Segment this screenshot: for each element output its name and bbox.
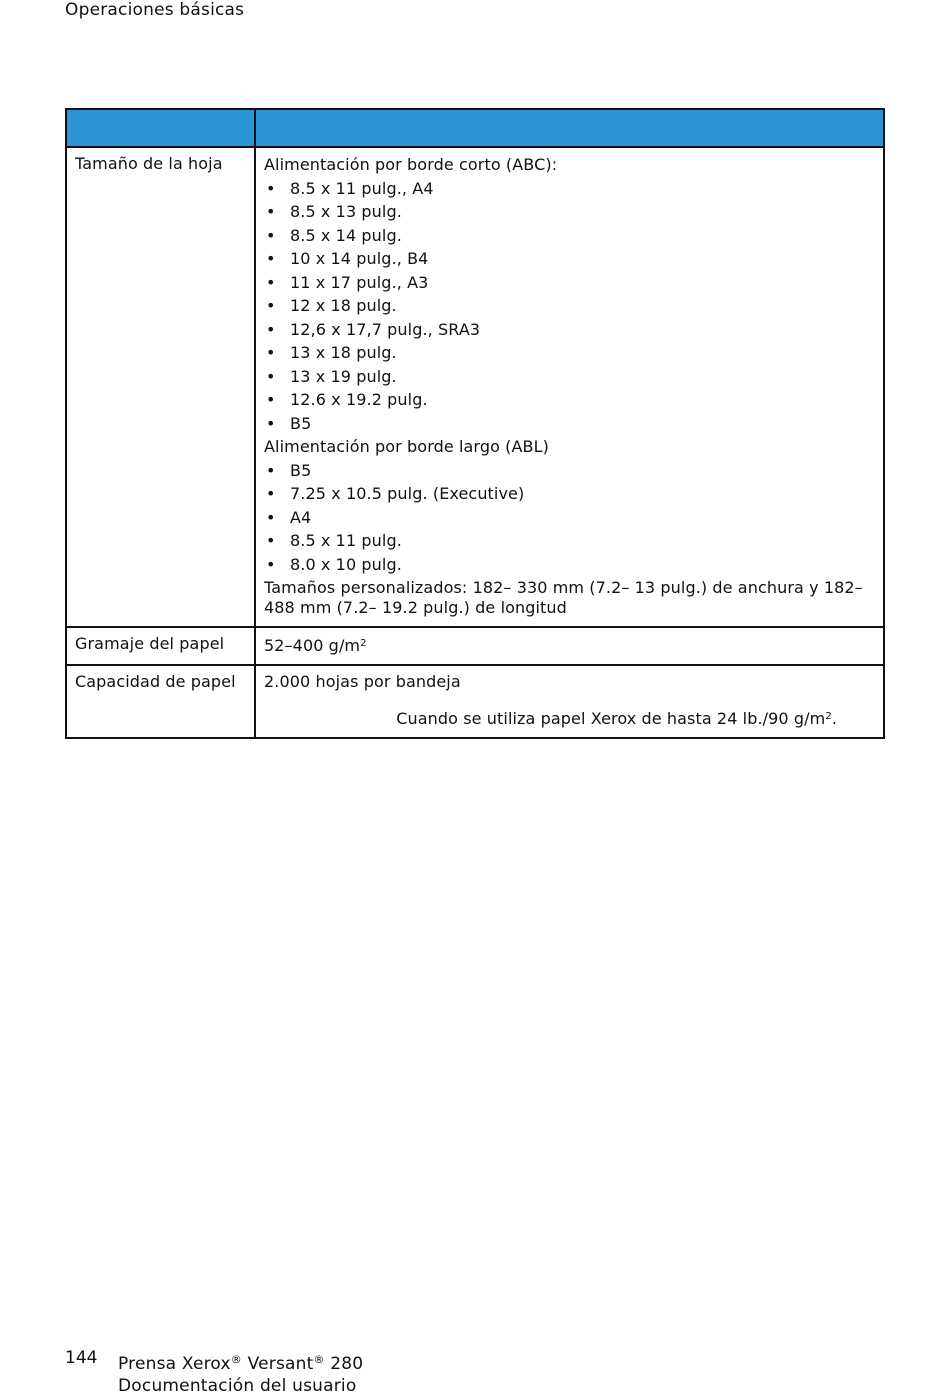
row-value-sheet-size <box>255 147 884 627</box>
bullet-icon: • <box>266 225 276 245</box>
list-item <box>264 271 875 295</box>
list-item-text: 11 x 17 pulg., A3 <box>290 272 429 292</box>
row-label-paper-weight: Gramaje del papel <box>66 627 255 665</box>
bullet-icon: • <box>266 249 276 268</box>
bullet-icon: • <box>266 484 276 503</box>
paper-weight-value: 52–400 g/m <box>264 636 361 655</box>
bullet-icon: • <box>266 319 276 339</box>
row-label-sheet-size: Tamaño de la hoja <box>66 147 255 627</box>
table-header-cell-1 <box>66 109 255 147</box>
doc-title: Documentación del usuario <box>118 1376 357 1396</box>
list-item <box>264 200 875 224</box>
list-item-text: 12 x 18 pulg. <box>290 296 397 315</box>
list-item <box>264 247 875 271</box>
sef-heading: Alimentación por borde corto (ABC): <box>264 155 558 174</box>
bullet-icon: • <box>266 178 276 198</box>
table-header-row <box>66 109 884 147</box>
list-item-text: A4 <box>290 507 312 527</box>
list-item <box>264 506 875 530</box>
list-item-text: 8.5 x 13 pulg. <box>290 202 402 221</box>
list-item-text: 8.0 x 10 pulg. <box>290 554 402 574</box>
registered-mark: ® <box>230 1353 242 1366</box>
table-row-sheet-size <box>66 147 884 627</box>
list-item <box>264 553 875 577</box>
list-item-text: B5 <box>290 460 312 480</box>
superscript-2: 2 <box>360 638 367 649</box>
running-header: Operaciones básicas <box>65 0 245 20</box>
footer-doc-title <box>118 1349 363 1397</box>
list-item-text: 8.5 x 11 pulg. <box>290 531 402 550</box>
bullet-icon: • <box>266 413 276 433</box>
bullet-icon: • <box>266 507 276 527</box>
list-item <box>264 388 875 412</box>
list-item <box>264 365 875 389</box>
product-model: 280 <box>324 1354 364 1374</box>
product-name <box>118 1349 363 1375</box>
registered-mark: ® <box>313 1353 325 1366</box>
bullet-icon: • <box>266 460 276 480</box>
bullet-icon: • <box>266 296 276 315</box>
bullet-icon: • <box>266 390 276 409</box>
list-item-text: B5 <box>290 413 312 433</box>
row-label-paper-capacity: Capacidad de papel <box>66 665 255 738</box>
product-brand: Prensa Xerox <box>118 1354 231 1374</box>
list-item <box>264 482 875 506</box>
superscript-2: 2 <box>825 711 832 722</box>
list-item-text: 8.5 x 14 pulg. <box>290 225 402 245</box>
bullet-icon: • <box>266 202 276 221</box>
table-header-cell-2 <box>255 109 884 147</box>
list-item <box>264 341 875 365</box>
row-value-paper-weight <box>255 627 884 665</box>
list-item <box>264 294 875 318</box>
list-item-text: 10 x 14 pulg., B4 <box>290 249 429 268</box>
paper-capacity-note <box>264 706 875 729</box>
table-row-paper-capacity <box>66 665 884 738</box>
list-item-text: 8.5 x 11 pulg., A4 <box>290 178 434 198</box>
paper-capacity-value: 2.000 hojas por bandeja <box>264 672 461 691</box>
page-number: 144 <box>65 1348 98 1368</box>
table-row-paper-weight <box>66 627 884 665</box>
lef-heading: Alimentación por borde largo (ABL) <box>264 437 549 456</box>
product-line: Versant <box>241 1354 314 1374</box>
bullet-icon: • <box>266 366 276 386</box>
list-item-text: 13 x 19 pulg. <box>290 366 397 386</box>
paper-specs-table <box>65 108 885 739</box>
capacity-note-end: . <box>831 709 837 728</box>
list-item <box>264 177 875 201</box>
lef-size-list <box>264 459 875 577</box>
bullet-icon: • <box>266 272 276 292</box>
list-item-text: 13 x 18 pulg. <box>290 343 397 362</box>
row-value-paper-capacity <box>255 665 884 738</box>
list-item <box>264 529 875 553</box>
bullet-icon: • <box>266 554 276 574</box>
list-item <box>264 459 875 483</box>
bullet-icon: • <box>266 343 276 362</box>
list-item <box>264 412 875 436</box>
capacity-note-text: Cuando se utiliza papel Xerox de hasta 24 lb./90 g/m <box>396 709 826 728</box>
list-item-text: 7.25 x 10.5 pulg. (Executive) <box>290 484 525 503</box>
custom-sizes-note: Tamaños personalizados: 182– 330 mm (7.2– 13 pulg.) de anchura y 182– 488 mm (7.2– 19.2 pulg.) de longitud <box>264 578 863 617</box>
list-item-text: 12.6 x 19.2 pulg. <box>290 390 428 409</box>
list-item <box>264 318 875 342</box>
sef-size-list <box>264 177 875 436</box>
list-item <box>264 224 875 248</box>
bullet-icon: • <box>266 531 276 550</box>
list-item-text: 12,6 x 17,7 pulg., SRA3 <box>290 319 481 339</box>
